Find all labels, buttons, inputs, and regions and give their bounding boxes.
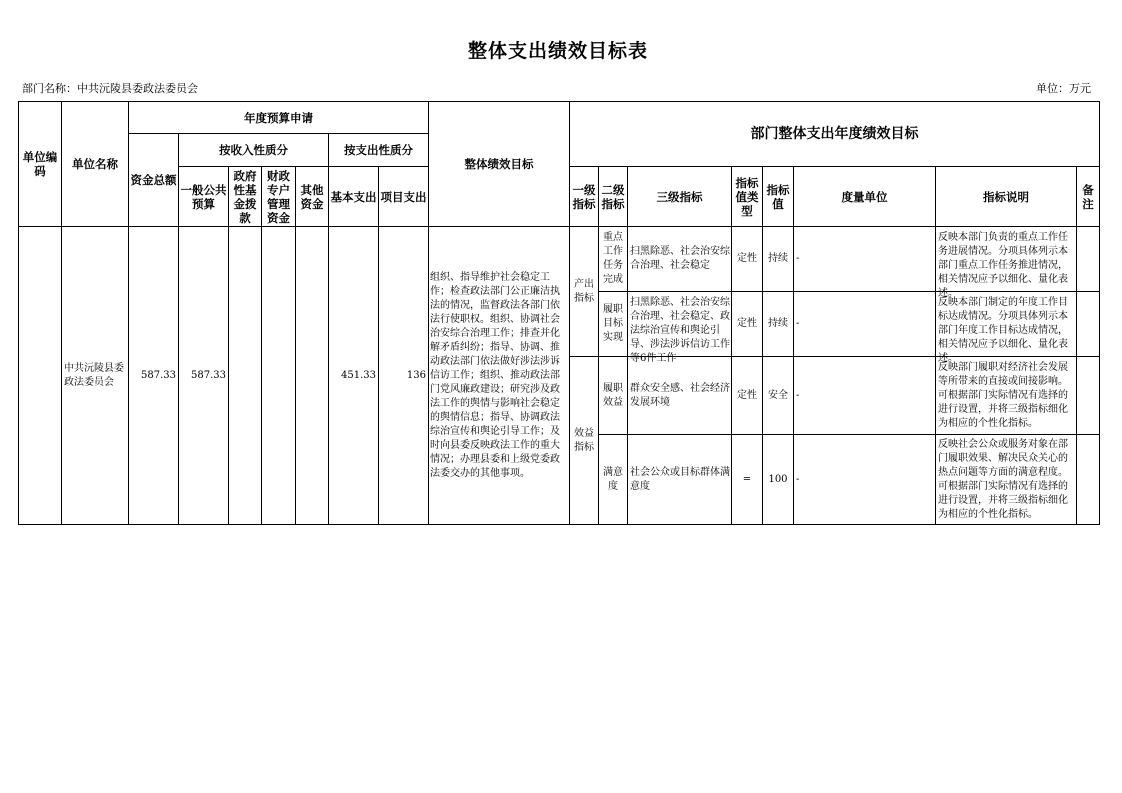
cell-unit-name: 中共沅陵县委政法委员会 xyxy=(62,227,129,525)
cell-desc: 反映本部门负责的重点工作任务进展情况。分项具体列示本部门重点工作任务推进情况，相关情况应予以细化、量化表述。 xyxy=(938,232,1068,299)
cell-value-type: = xyxy=(732,435,763,525)
header-remark: 备注 xyxy=(1077,167,1100,227)
header-by-income: 按收入性质分 xyxy=(179,134,329,167)
header-overall-goal: 整体绩效目标 xyxy=(429,102,570,227)
header-level2: 二级指标 xyxy=(599,167,628,227)
cell-level1-benefit: 效益指标 xyxy=(570,357,599,525)
header-other-fund: 其他资金 xyxy=(296,167,329,227)
header-special-fund: 财政专户管理资金 xyxy=(262,167,296,227)
cell-value: 安全 xyxy=(763,357,794,435)
header-level1: 一级指标 xyxy=(570,167,599,227)
cell-value-type: 定性 xyxy=(732,227,763,292)
cell-level3: 群众安全感、社会经济发展环境 xyxy=(628,357,732,435)
cell-remark xyxy=(1077,227,1100,292)
cell-remark xyxy=(1077,292,1100,357)
header-value-type: 指标值类型 xyxy=(732,167,763,227)
cell-value: 持续 xyxy=(763,227,794,292)
header-general-budget: 一般公共预算 xyxy=(179,167,229,227)
cell-level2: 满意度 xyxy=(599,435,628,525)
header-level3: 三级指标 xyxy=(628,167,732,227)
cell-project-expense: 136 xyxy=(379,227,429,525)
cell-remark xyxy=(1077,357,1100,435)
cell-gov-fund xyxy=(229,227,262,525)
header-project-expense: 项目支出 xyxy=(379,167,429,227)
header-total-funds: 资金总额 xyxy=(129,134,179,227)
header-unit-code: 单位编码 xyxy=(19,102,62,227)
cell-level2: 重点工作任务完成 xyxy=(599,227,628,292)
cell-value-type: 定性 xyxy=(732,357,763,435)
cell-level2: 履职目标实现 xyxy=(599,292,628,357)
cell-measure-unit: - xyxy=(794,227,936,292)
cell-level1-output: 产出指标 xyxy=(570,227,599,357)
performance-table xyxy=(18,101,1100,525)
header-basic-expense: 基本支出 xyxy=(329,167,379,227)
currency-unit: 单位：万元 xyxy=(1036,82,1091,95)
cell-measure-unit: - xyxy=(794,357,936,435)
header-by-expense: 按支出性质分 xyxy=(329,134,429,167)
cell-desc: 反映部门履职对经济社会发展等所带来的直接或间接影响。可根据部门实际情况有选择的进行设置，并将三级指标细化为相应的个性化指标。 xyxy=(938,361,1068,429)
cell-desc: 反映本部门制定的年度工作目标达成情况。分项具体列示本部门年度工作目标达成情况，相关情况应予以细化、量化表述。 xyxy=(938,297,1068,364)
cell-measure-unit: - xyxy=(794,435,936,525)
header-annual-budget: 年度预算申请 xyxy=(129,102,429,134)
page-title: 整体支出绩效目标表 xyxy=(467,40,648,62)
cell-level3: 扫黑除恶、社会治安综合治理、社会稳定 xyxy=(628,227,732,292)
cell-total-funds: 587.33 xyxy=(129,227,179,525)
cell-basic-expense: 451.33 xyxy=(329,227,379,525)
cell-general-budget: 587.33 xyxy=(179,227,229,525)
header-measure-unit: 度量单位 xyxy=(794,167,936,227)
cell-value: 持续 xyxy=(763,292,794,357)
cell-unit-code xyxy=(19,227,62,525)
cell-value-type: 定性 xyxy=(732,292,763,357)
cell-special-fund xyxy=(262,227,296,525)
header-unit-name: 单位名称 xyxy=(62,102,129,227)
cell-overall-goal: 组织、指导维护社会稳定工作；检查政法部门公正廉洁执法的情况，监督政法各部门依法行使职权。组织、协调社会治安综合治理工作；排查并化解矛盾纠纷；指导、协调、推动政法部门依法做好涉法涉诉信访工作；组织、推动政法部门党风廉政建设；研究涉及政法工作的舆情与影响社会稳定的舆情信息；指导、协调政法综治宣传和舆论引导工作；及时向县委反映政法工作的重大情况；办理县委和上级党委政法委交办的其他事项。 xyxy=(429,227,570,525)
cell-other-fund xyxy=(296,227,329,525)
cell-value: 100 xyxy=(763,435,794,525)
department-name: 部门名称：中共沅陵县委政法委员会 xyxy=(22,82,198,95)
cell-remark xyxy=(1077,435,1100,525)
header-dept-goal: 部门整体支出年度绩效目标 xyxy=(570,102,1100,167)
header-desc: 指标说明 xyxy=(936,167,1077,227)
header-value: 指标值 xyxy=(763,167,794,227)
cell-measure-unit: - xyxy=(794,292,936,357)
cell-level3: 扫黑除恶、社会治安综合治理、社会稳定、政法综治宣传和舆论引导、涉法涉诉信访工作等6件工作 xyxy=(630,297,730,364)
cell-level2: 履职效益 xyxy=(599,357,628,435)
cell-level3: 社会公众或目标群体满意度 xyxy=(628,435,732,525)
header-gov-fund: 政府性基金拨款 xyxy=(229,167,262,227)
cell-desc: 反映社会公众或服务对象在部门履职效果、解决民众关心的热点问题等方面的满意程度。可根据部门实际情况有选择的进行设置，并将三级指标细化为相应的个性化指标。 xyxy=(938,438,1068,520)
